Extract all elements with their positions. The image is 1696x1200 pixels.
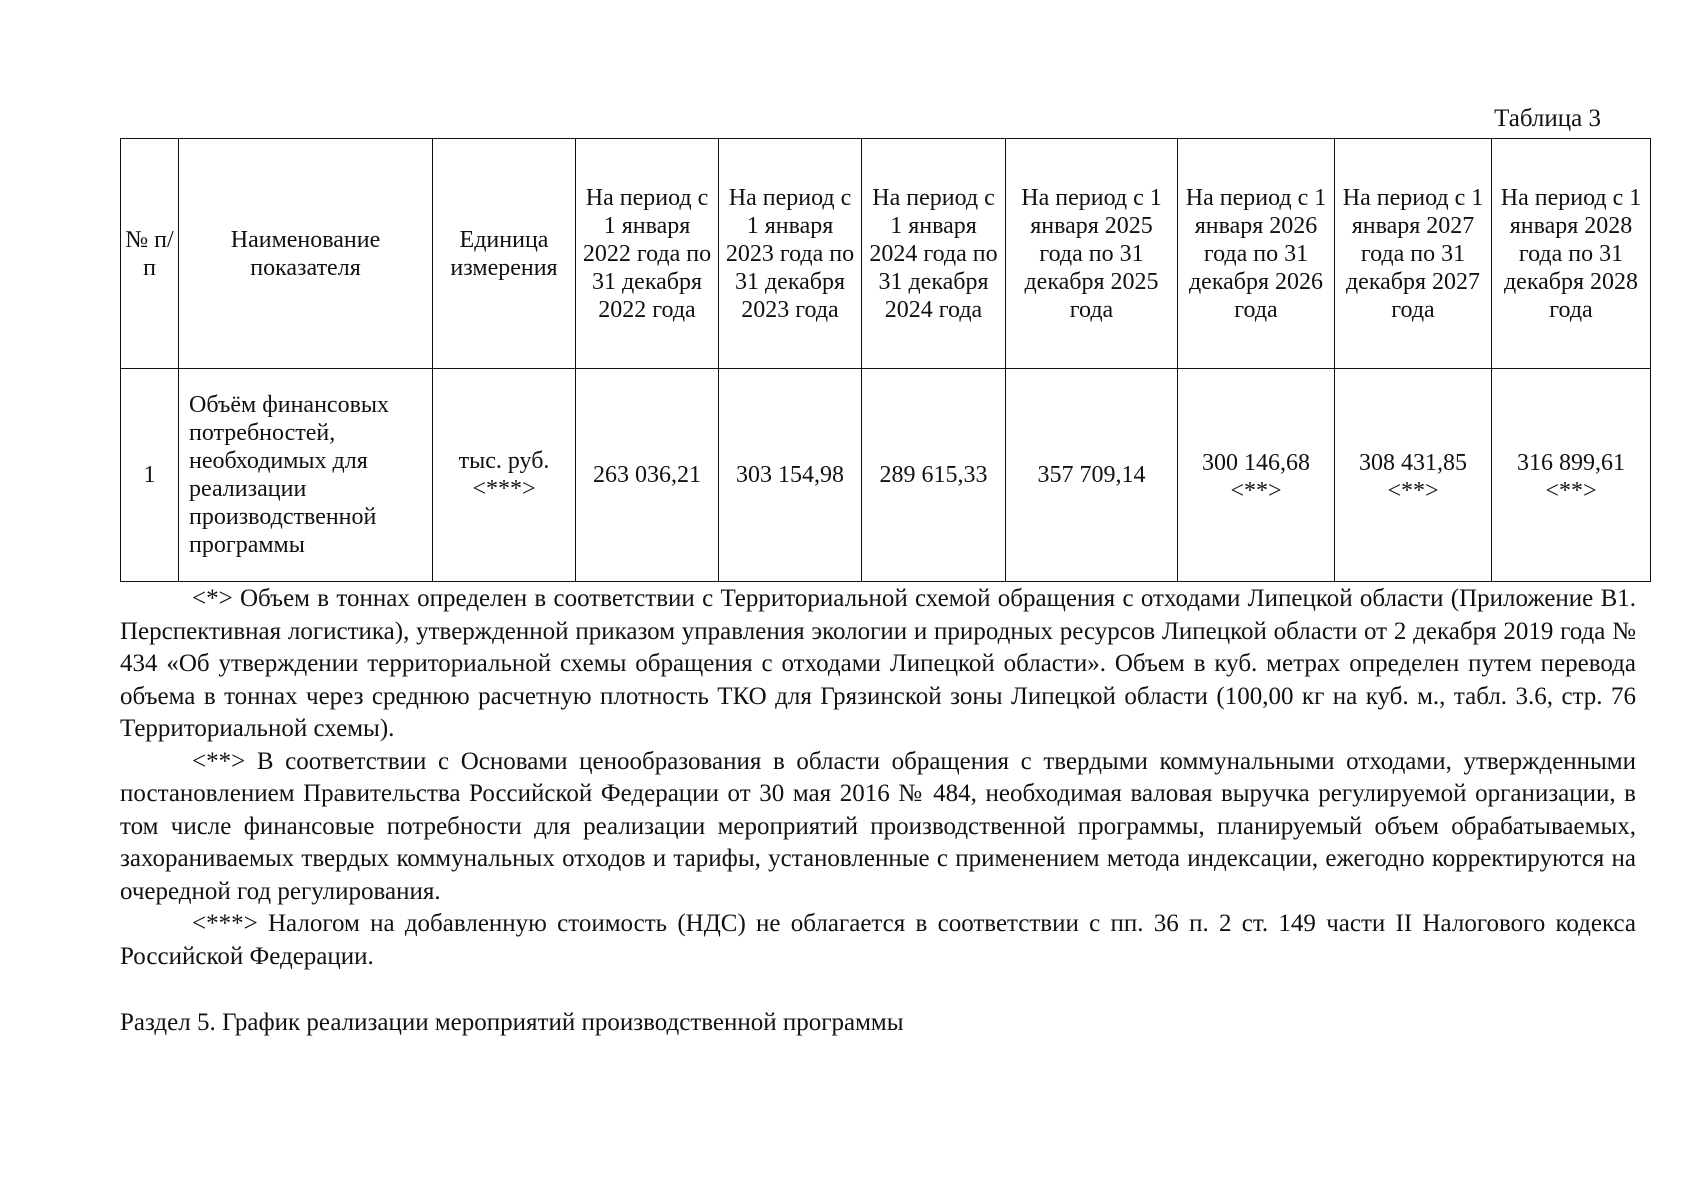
header-period-2025: На период с 1 января 2025 года по 31 декабря 2025 года [1006,139,1178,369]
header-unit: Единица измерения [433,139,576,369]
header-period-2028: На период с 1 января 2028 года по 31 декабря 2028 года [1492,139,1651,369]
header-indicator-name: Наименование показателя [179,139,433,369]
footnote-1: <*> Объем в тоннах определен в соответствии с Территориальной схемой обращения с отходами Липецкой области (Приложение В1. Перспективная логистика), утвержденной приказом управления экологии и природных ресурсов Липецкой области от 2 декабря 2019 года № 434 «Об утверждении территориальной схемы обращения с отходами Липецкой области». Объем в куб. метрах определен путем перевода объема в тоннах через среднюю расчетную плотность ТКО для Грязинской зоны Липецкой области (100,00 кг на куб. м., табл. 3.6, стр. 76 Территориальной схемы). [120,585,1636,742]
value-2023: 303 154,98 [719,369,862,582]
header-period-2023: На период с 1 января 2023 года по 31 декабря 2023 года [719,139,862,369]
row-unit: тыс. руб. <***> [433,369,576,582]
header-number: № п/п [121,139,179,369]
header-period-2027: На период с 1 января 2027 года по 31 декабря 2027 года [1335,139,1492,369]
footnote-3: <***> Налогом на добавленную стоимость (НДС) не облагается в соответствии с пп. 36 п. 2 ст. 149 части II Налогового кодекса Российской Федерации. [120,910,1636,970]
header-period-2026: На период с 1 января 2026 года по 31 декабря 2026 года [1178,139,1335,369]
table-header-row [121,139,1651,369]
value-2024: 289 615,33 [862,369,1006,582]
value-2028: 316 899,61 <**> [1492,369,1651,582]
row-indicator-name: Объём финансовых потребностей, необходимых для реализации производственной программы [179,369,433,582]
value-2026: 300 146,68 <**> [1178,369,1335,582]
value-2025: 357 709,14 [1006,369,1178,582]
table-row [121,369,1651,582]
section-heading: Раздел 5. График реализации мероприятий производственной программы [120,1009,904,1036]
table-caption: Таблица 3 [1494,105,1601,132]
footnotes [120,583,1636,973]
indicators-table [120,138,1651,582]
footnote-2: <**> В соответствии с Основами ценообразования в области обращения с твердыми коммунальными отходами, утвержденными постановлением Правительства Российской Федерации от 30 мая 2016 № 484, необходимая валовая выручка регулируемой организации, в том числе финансовые потребности для реализации мероприятий производственной программы, планируемый объем обрабатываемых, захораниваемых твердых коммунальных отходов и тарифы, установленные с применением метода индексации, ежегодно корректируются на очередной год регулирования. [120,747,1636,905]
header-period-2024: На период с 1 января 2024 года по 31 декабря 2024 года [862,139,1006,369]
value-2022: 263 036,21 [576,369,719,582]
value-2027: 308 431,85 <**> [1335,369,1492,582]
row-number: 1 [121,369,179,582]
header-period-2022: На период с 1 января 2022 года по 31 декабря 2022 года [576,139,719,369]
